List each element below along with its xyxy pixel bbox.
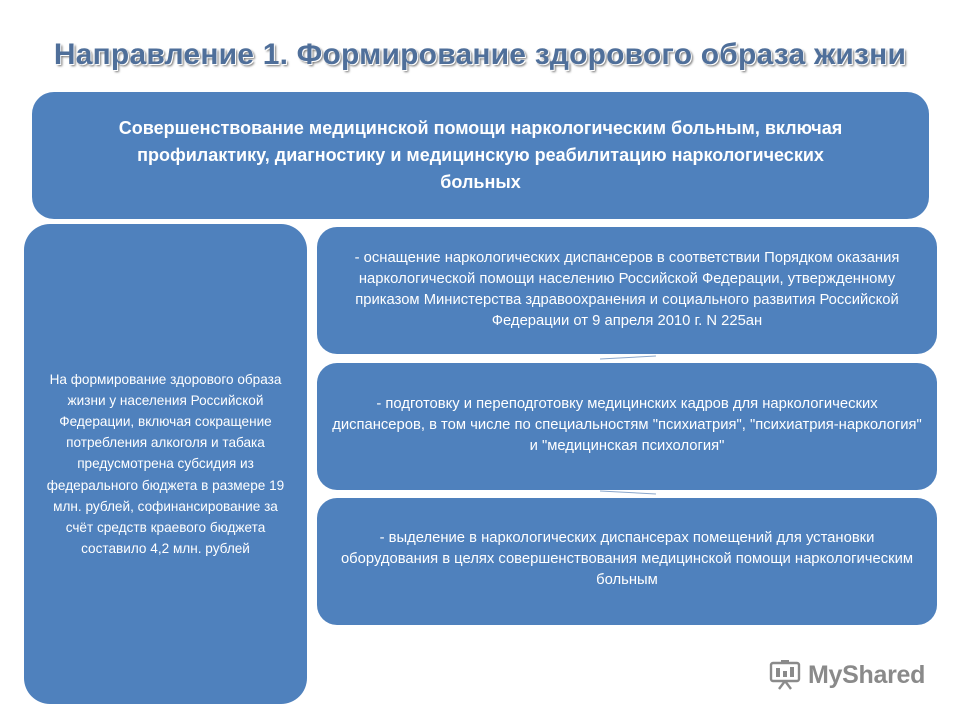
watermark xyxy=(768,658,925,692)
measure-text: - подготовку и переподготовку медицинских кадров для наркологических диспансеров, в том числе по специальностям "психиатрия", "психиатрия-наркология" и "медицинская психология" xyxy=(332,396,922,454)
connector-line xyxy=(600,491,656,495)
slide-title: Направление 1. Формирование здорового образа жизни xyxy=(53,38,907,71)
watermark-text: MyShared xyxy=(808,660,926,689)
presentation-board-icon xyxy=(768,659,802,691)
subsidy-panel xyxy=(24,224,307,704)
measure-box-equipment xyxy=(317,227,937,354)
header-box xyxy=(32,92,929,219)
subsidy-text: На формирование здорового образа жизни у населения Российской Федерации, включая сокращение потребления алкоголя и табака предусмотрена субсидия из федерального бюджета в размере 19 млн. рублей, софинансирование за счёт средств краевого бюджета составило 4,2 млн. рублей xyxy=(46,371,285,557)
measure-box-premises xyxy=(317,498,937,625)
measure-text: - оснащение наркологических диспансеров в соответствии Порядком оказания наркологической помощи населению Российской Федерации, утвержденному приказом Министерства здравоохранения и социального развития Российской Федерации от 9 апреля 2010 г. N 225ан xyxy=(354,250,900,329)
measure-text: - выделение в наркологических диспансерах помещений для установки оборудования в целях совершенствования медицинской помощи наркологическим больным xyxy=(340,530,914,588)
header-text: Совершенствование медицинской помощи наркологическим больным, включая профилактику, диагностику и медицинскую реабилитацию наркологических больных xyxy=(118,118,843,192)
connector-line xyxy=(600,356,656,360)
measure-box-training xyxy=(317,363,937,490)
